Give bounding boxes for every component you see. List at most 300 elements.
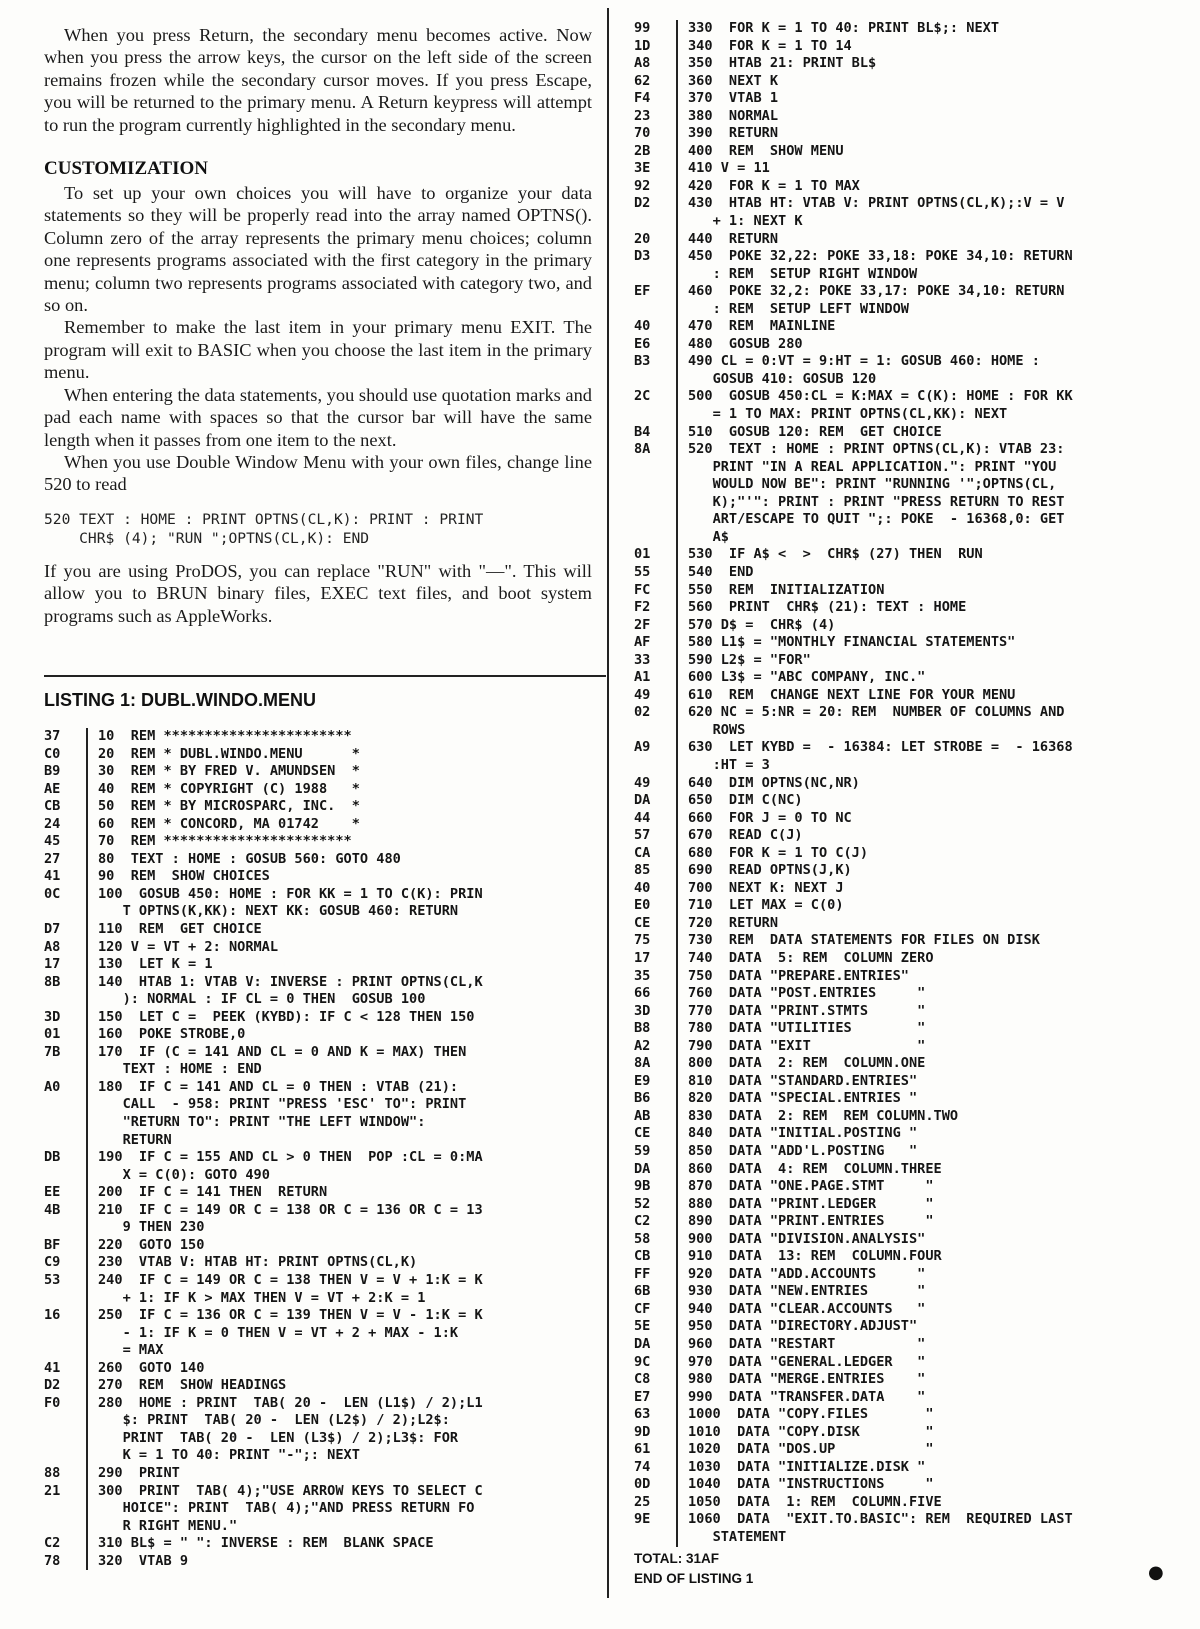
listing-row [634,1318,1159,1336]
listing-row [634,1494,1159,1512]
checksum: 74 [634,1458,651,1475]
code-line: 610 REM CHANGE NEXT LINE FOR YOUR MENU [676,687,1159,705]
listing-row [634,792,1159,810]
checksum: 88 [44,1464,61,1481]
listing-row [44,816,592,834]
checksum: CB [634,1248,651,1265]
code-line: 690 READ OPTNS(J,K) [676,862,1159,880]
listing-row [634,652,1159,670]
code-line: 520 TEXT : HOME : PRINT OPTNS(CL,K): VTAB 23: PRINT "IN A REAL APPLICATION.": PRINT "YOU WOULD NOW BE": PRINT "RUNNING '";OPTNS(CL, K);"'": PRINT : PRINT "PRESS RETURN TO REST ART/ESCAPE TO QUIT ";: POKE - 16368,0: GET A$ [676,441,1159,546]
checksum: EF [634,283,651,300]
checksum: 40 [634,879,651,896]
listing-row [634,546,1159,564]
checksum: 9B [634,1178,651,1195]
code-line: 390 RETURN [676,125,1159,143]
code-line: 940 DATA "CLEAR.ACCOUNTS " [676,1301,1159,1319]
code-line: 570 D$ = CHR$ (4) [676,617,1159,635]
code-line: 280 HOME : PRINT TAB( 20 - LEN (L1$) / 2);L1 $: PRINT TAB( 20 - LEN (L2$) / 2);L2$: PRINT TAB( 20 - LEN (L3$) / 2);L3$: FOR K = 1 TO 40: PRINT "-";: NEXT [86,1395,592,1465]
code-line: 900 DATA "DIVISION.ANALYSIS" [676,1231,1159,1249]
checksum: 24 [44,815,61,832]
end-mark-icon: ● [1148,1562,1164,1583]
checksum: 2F [634,616,651,633]
code-line: 50 REM * BY MICROSPARC, INC. * [86,798,592,816]
checksum: 8A [634,441,651,458]
code-line: 350 HTAB 21: PRINT BL$ [676,55,1159,73]
listing-row [634,1389,1159,1407]
code-line: 160 POKE STROBE,0 [86,1026,592,1044]
checksum: 17 [44,956,61,973]
listing-row [634,897,1159,915]
checksum: 35 [634,967,651,984]
listing-row [634,38,1159,56]
listing-row [634,231,1159,249]
code-line: 990 DATA "TRANSFER.DATA " [676,1389,1159,1407]
code-line: 200 IF C = 141 THEN RETURN [86,1184,592,1202]
listing-row [44,798,592,816]
listing-row [634,1441,1159,1459]
checksum: 57 [634,827,651,844]
checksum: 20 [634,230,651,247]
code-line: 630 LET KYBD = - 16384: LET STROBE = - 16368 :HT = 3 [676,739,1159,774]
code-line: 750 DATA "PREPARE.ENTRIES" [676,968,1159,986]
code-line: 370 VTAB 1 [676,90,1159,108]
paragraph-secondary-menu: When you press Return, the secondary menu becomes active. Now when you press the arrow keys, the cursor on the left side of the screen remains frozen while the secondary cursor moves. If you press Escape, you will be returned to the primary menu. A Return keypress will attempt to run the program currently highlighted in the secondary menu. [44,25,592,135]
code-line: 250 IF C = 136 OR C = 139 THEN V = V - 1:K = K - 1: IF K = 0 THEN V = VT + 2 + MAX - 1:K = MAX [86,1307,592,1360]
code-line: 830 DATA 2: REM REM COLUMN.TWO [676,1108,1159,1126]
checksum: F2 [634,599,651,616]
listing-row [634,1511,1159,1546]
code-line: 40 REM * COPYRIGHT (C) 1988 * [86,781,592,799]
paragraph-last-item-exit: Remember to make the last item in your primary menu EXIT. The program will exit to BASIC when you choose the last item in the primary menu. [44,317,592,383]
listing-row [634,1406,1159,1424]
code-line: 20 REM * DUBL.WINDO.MENU * [86,746,592,764]
listing-row [634,318,1159,336]
paragraph-prodos: If you are using ProDOS, you can replace "RUN" with "—". This will allow you to BRUN binary files, EXEC text files, and boot system programs such as AppleWorks. [44,560,592,626]
code-line: 430 HTAB HT: VTAB V: PRINT OPTNS(CL,K);:V = V + 1: NEXT K [676,195,1159,230]
listing-row [44,1044,592,1079]
checksum: 16 [44,1307,61,1324]
checksum: C0 [44,745,61,762]
code-line: 240 IF C = 149 OR C = 138 THEN V = V + 1:K = K + 1: IF K > MAX THEN V = VT + 2:K = 1 [86,1272,592,1307]
listing-row [44,868,592,886]
listing-row [634,1038,1159,1056]
code-line: 70 REM *********************** [86,833,592,851]
code-line: 470 REM MAINLINE [676,318,1159,336]
listing-title: LISTING 1: DUBL.WINDO.MENU [44,690,316,710]
listing-row [634,55,1159,73]
code-line: 360 NEXT K [676,73,1159,91]
listing-row [634,599,1159,617]
checksum: 55 [634,563,651,580]
code-line: 530 IF A$ < > CHR$ (27) THEN RUN [676,546,1159,564]
code-line: 300 PRINT TAB( 4);"USE ARROW KEYS TO SELECT C HOICE": PRINT TAB( 4);"AND PRESS RETURN FO R RIGHT MENU." [86,1483,592,1536]
listing-row [44,728,592,746]
listing-row [634,1178,1159,1196]
code-line: 660 FOR J = 0 TO NC [676,810,1159,828]
checksum: AF [634,634,651,651]
checksum: AE [44,780,61,797]
checksum: E6 [634,335,651,352]
listing-row [634,1108,1159,1126]
listing-row [44,1395,592,1465]
checksum: E0 [634,897,651,914]
listing-row [634,1213,1159,1231]
listing-row [44,974,592,1009]
listing-row [44,1483,592,1536]
listing-row [634,1371,1159,1389]
checksum: 49 [634,686,651,703]
listing-row [634,617,1159,635]
checksum: B4 [634,423,651,440]
checksum: DA [634,1160,651,1177]
code-line: 620 NC = 5:NR = 20: REM NUMBER OF COLUMNS AND ROWS [676,704,1159,739]
listing-row [634,1336,1159,1354]
code-line: 310 BL$ = " ": INVERSE : REM BLANK SPACE [86,1535,592,1553]
listing-row [634,704,1159,739]
code-line: 560 PRINT CHR$ (21): TEXT : HOME [676,599,1159,617]
code-line: 540 END [676,564,1159,582]
listing-end-label: END OF LISTING 1 [634,1571,754,1587]
checksum: C2 [634,1213,651,1230]
listing-row [634,950,1159,968]
listing-row [634,441,1159,546]
code-line: 730 REM DATA STATEMENTS FOR FILES ON DISK [676,932,1159,950]
code-line: 850 DATA "ADD'L.POSTING " [676,1143,1159,1161]
checksum: 99 [634,20,651,36]
code-line: 330 FOR K = 1 TO 40: PRINT BL$;: NEXT [676,20,1159,38]
code-line: 210 IF C = 149 OR C = 138 OR C = 136 OR C = 13 9 THEN 230 [86,1202,592,1237]
listing-row [634,1003,1159,1021]
code-line: 590 L2$ = "FOR" [676,652,1159,670]
checksum: 53 [44,1271,61,1288]
code-line: 150 LET C = PEEK (KYBD): IF C < 128 THEN 150 [86,1009,592,1027]
checksum: A0 [44,1078,61,1095]
checksum: FF [634,1265,651,1282]
listing-row [44,746,592,764]
checksum: FC [634,581,651,598]
code-line: 1060 DATA "EXIT.TO.BASIC": REM REQUIRED LAST STATEMENT [676,1511,1159,1546]
checksum: 63 [634,1406,651,1423]
listing-row [44,833,592,851]
listing-row [634,915,1159,933]
checksum: 21 [44,1482,61,1499]
listing-row [44,1254,592,1272]
code-line: 110 REM GET CHOICE [86,921,592,939]
code-line: 60 REM * CONCORD, MA 01742 * [86,816,592,834]
checksum: B3 [634,353,651,370]
listing-row [44,1149,592,1184]
checksum: D2 [44,1377,61,1394]
code-line: 510 GOSUB 120: REM GET CHOICE [676,424,1159,442]
checksum: CB [44,798,61,815]
listing-row [634,810,1159,828]
checksum: D7 [44,921,61,938]
checksum: C8 [634,1371,651,1388]
checksum: 9D [634,1423,651,1440]
code-line: 260 GOTO 140 [86,1360,592,1378]
checksum: 23 [634,107,651,124]
checksum: F0 [44,1394,61,1411]
listing-row [634,424,1159,442]
listing-row [634,283,1159,318]
listing-row [44,956,592,974]
code-line: 1000 DATA "COPY.FILES " [676,1406,1159,1424]
listing-row [44,1026,592,1044]
checksum: 0D [634,1476,651,1493]
listing-row [44,1202,592,1237]
listing-row [634,1020,1159,1038]
listing-row [634,634,1159,652]
checksum: 9E [634,1511,651,1528]
code-line: 920 DATA "ADD.ACCOUNTS " [676,1266,1159,1284]
checksum: 1D [634,37,651,54]
checksum: A1 [634,669,651,686]
checksum: 33 [634,651,651,668]
code-line: 930 DATA "NEW.ENTRIES " [676,1283,1159,1301]
code-line: 1010 DATA "COPY.DISK " [676,1424,1159,1442]
listing-row [634,1266,1159,1284]
paragraph-change-line-520: When you use Double Window Menu with your own files, change line 520 to read [44,451,592,495]
code-line: 960 DATA "RESTART " [676,1336,1159,1354]
checksum: C9 [44,1254,61,1271]
listing-right-column [634,20,1159,1588]
code-line: 180 IF C = 141 AND CL = 0 THEN : VTAB (21): CALL - 958: PRINT "PRESS 'ESC' TO": PRINT "RETURN TO": PRINT "THE LEFT WINDOW": RETURN [86,1079,592,1149]
listing-row [44,921,592,939]
listing-row [634,862,1159,880]
section-heading-customization: CUSTOMIZATION [44,158,208,180]
listing-row [634,125,1159,143]
code-line: 100 GOSUB 450: HOME : FOR KK = 1 TO C(K): PRIN T OPTNS(K,KK): NEXT KK: GOSUB 460: RETURN [86,886,592,921]
listing-row [44,851,592,869]
listing-row [44,763,592,781]
article-text [44,24,592,627]
listing-row [634,1196,1159,1214]
checksum: 2B [634,142,651,159]
code-line: 140 HTAB 1: VTAB V: INVERSE : PRINT OPTNS(CL,K ): NORMAL : IF CL = 0 THEN GOSUB 100 [86,974,592,1009]
checksum: A8 [634,55,651,72]
listing-row [44,1272,592,1307]
checksum: 61 [634,1441,651,1458]
code-line: 910 DATA 13: REM COLUMN.FOUR [676,1248,1159,1266]
listing-row [634,388,1159,423]
checksum: CE [634,914,651,931]
code-line: 130 LET K = 1 [86,956,592,974]
listing-row [634,248,1159,283]
code-line: 810 DATA "STANDARD.ENTRIES" [676,1073,1159,1091]
code-line: 550 REM INITIALIZATION [676,582,1159,600]
listing-row [634,1055,1159,1073]
code-line: 650 DIM C(NC) [676,792,1159,810]
checksum: CA [634,844,651,861]
code-line: 480 GOSUB 280 [676,336,1159,354]
code-line: 450 POKE 32,22: POKE 33,18: POKE 34,10: RETURN : REM SETUP RIGHT WINDOW [676,248,1159,283]
listing-row [634,143,1159,161]
listing-row [634,90,1159,108]
checksum: 37 [44,728,61,744]
checksum: CF [634,1300,651,1317]
checksum: 27 [44,850,61,867]
code-line: 1020 DATA "DOS.UP " [676,1441,1159,1459]
listing-row [634,1476,1159,1494]
listing-row [634,932,1159,950]
checksum: A2 [634,1037,651,1054]
checksum: 58 [634,1230,651,1247]
listing-row [634,845,1159,863]
code-line: 80 TEXT : HOME : GOSUB 560: GOTO 480 [86,851,592,869]
listing-total: TOTAL: 31AF [634,1550,720,1566]
checksum: 41 [44,868,61,885]
checksum: D3 [634,248,651,265]
paragraph-setup-choices: To set up your own choices you will have to organize your data statements so they will be properly read into the array named OPTNS(). Column zero of the array represents the primary menu choices; column one represents programs associated with the first category in the primary menu; column two represents programs associated with category two, and so on. [44,183,592,316]
checksum: C2 [44,1535,61,1552]
listing-row [634,1161,1159,1179]
code-line: 670 READ C(J) [676,827,1159,845]
code-line: 120 V = VT + 2: NORMAL [86,939,592,957]
listing-row [634,1248,1159,1266]
code-line: 500 GOSUB 450:CL = K:MAX = C(K): HOME : FOR KK = 1 TO MAX: PRINT OPTNS(CL,KK): NEXT [676,388,1159,423]
code-line: 950 DATA "DIRECTORY.ADJUST" [676,1318,1159,1336]
code-line: 30 REM * BY FRED V. AMUNDSEN * [86,763,592,781]
checksum: EE [44,1184,61,1201]
listing-row [634,739,1159,774]
listing-row [44,1184,592,1202]
listing-divider [44,675,606,677]
checksum: 01 [44,1026,61,1043]
code-line: 770 DATA "PRINT.STMTS " [676,1003,1159,1021]
code-line: 970 DATA "GENERAL.LEDGER " [676,1354,1159,1372]
checksum: 85 [634,862,651,879]
checksum: 44 [634,809,651,826]
listing-right-rows [634,20,1159,1547]
checksum: 41 [44,1359,61,1376]
code-line: 790 DATA "EXIT " [676,1038,1159,1056]
code-line: 680 FOR K = 1 TO C(J) [676,845,1159,863]
listing-row [634,687,1159,705]
code-line: 10 REM *********************** [86,728,592,746]
checksum: F4 [634,90,651,107]
listing-row [44,1237,592,1255]
checksum: E9 [634,1072,651,1089]
listing-row [44,1377,592,1395]
checksum: 62 [634,72,651,89]
checksum: BF [44,1236,61,1253]
checksum: 3E [634,160,651,177]
code-line: 170 IF (C = 141 AND CL = 0 AND K = MAX) THEN TEXT : HOME : END [86,1044,592,1079]
listing-row [44,1079,592,1149]
listing-row [44,1535,592,1553]
checksum: 9C [634,1353,651,1370]
checksum: 52 [634,1195,651,1212]
code-line: 700 NEXT K: NEXT J [676,880,1159,898]
code-line: 230 VTAB V: HTAB HT: PRINT OPTNS(CL,K) [86,1254,592,1272]
checksum: D2 [634,195,651,212]
listing-row [44,1360,592,1378]
checksum: A8 [44,938,61,955]
checksum: 7B [44,1043,61,1060]
checksum: 75 [634,932,651,949]
listing-row [634,1090,1159,1108]
code-line: 440 RETURN [676,231,1159,249]
checksum: DA [634,792,651,809]
listing-row [634,1125,1159,1143]
listing-row [634,195,1159,230]
listing-row [634,1354,1159,1372]
checksum: 17 [634,949,651,966]
listing-row [634,582,1159,600]
checksum: 8A [634,1055,651,1072]
checksum: E7 [634,1388,651,1405]
code-line-520: 520 TEXT : HOME : PRINT OPTNS(CL,K): PRINT : PRINT CHR$ (4); "RUN ";OPTNS(CL,K): END [44,510,484,547]
listing-row [634,775,1159,793]
paragraph-quotation-marks: When entering the data statements, you should use quotation marks and pad each name with spaces so that the cursor bar will have the same length when it passes from one item to the next. [44,384,592,450]
listing-row [634,1073,1159,1091]
code-line: 1030 DATA "INITIALIZE.DISK " [676,1459,1159,1477]
checksum: 70 [634,125,651,142]
listing-row [44,781,592,799]
listing-row [634,1283,1159,1301]
code-line: 1050 DATA 1: REM COLUMN.FIVE [676,1494,1159,1512]
listing-row [634,1301,1159,1319]
listing-row [634,20,1159,38]
listing-row [634,108,1159,126]
code-line: 580 L1$ = "MONTHLY FINANCIAL STATEMENTS" [676,634,1159,652]
checksum: DB [44,1149,61,1166]
listing-row [44,1009,592,1027]
listing-row [634,336,1159,354]
checksum: 3D [44,1008,61,1025]
checksum: 2C [634,388,651,405]
checksum: 8B [44,973,61,990]
listing-row [634,353,1159,388]
code-line: 820 DATA "SPECIAL.ENTRIES " [676,1090,1159,1108]
checksum: A9 [634,739,651,756]
code-line: 880 DATA "PRINT.LEDGER " [676,1196,1159,1214]
listing-row [44,1307,592,1360]
code-line: 740 DATA 5: REM COLUMN ZERO [676,950,1159,968]
code-line: 1040 DATA "INSTRUCTIONS " [676,1476,1159,1494]
checksum: 5E [634,1318,651,1335]
checksum: B6 [634,1090,651,1107]
code-line: 640 DIM OPTNS(NC,NR) [676,775,1159,793]
checksum: 92 [634,177,651,194]
code-line: 410 V = 11 [676,160,1159,178]
listing-row [634,1231,1159,1249]
checksum: 6B [634,1283,651,1300]
code-line: 320 VTAB 9 [86,1553,592,1571]
listing-row [634,968,1159,986]
listing-row [634,1143,1159,1161]
code-line: 190 IF C = 155 AND CL > 0 THEN POP :CL = 0:MA X = C(0): GOTO 490 [86,1149,592,1184]
code-line: 400 REM SHOW MENU [676,143,1159,161]
checksum: DA [634,1336,651,1353]
code-line: 720 RETURN [676,915,1159,933]
code-line: 890 DATA "PRINT.ENTRIES " [676,1213,1159,1231]
code-line: 340 FOR K = 1 TO 14 [676,38,1159,56]
code-line: 220 GOTO 150 [86,1237,592,1255]
listing-row [44,939,592,957]
code-line: 90 REM SHOW CHOICES [86,868,592,886]
checksum: 45 [44,833,61,850]
listing-row [634,73,1159,91]
checksum: B8 [634,1020,651,1037]
checksum: 78 [44,1552,61,1569]
checksum: 25 [634,1493,651,1510]
code-line: 870 DATA "ONE.PAGE.STMT " [676,1178,1159,1196]
checksum: 40 [634,318,651,335]
column-divider [607,8,609,1598]
checksum: 0C [44,885,61,902]
code-line: 600 L3$ = "ABC COMPANY, INC." [676,669,1159,687]
